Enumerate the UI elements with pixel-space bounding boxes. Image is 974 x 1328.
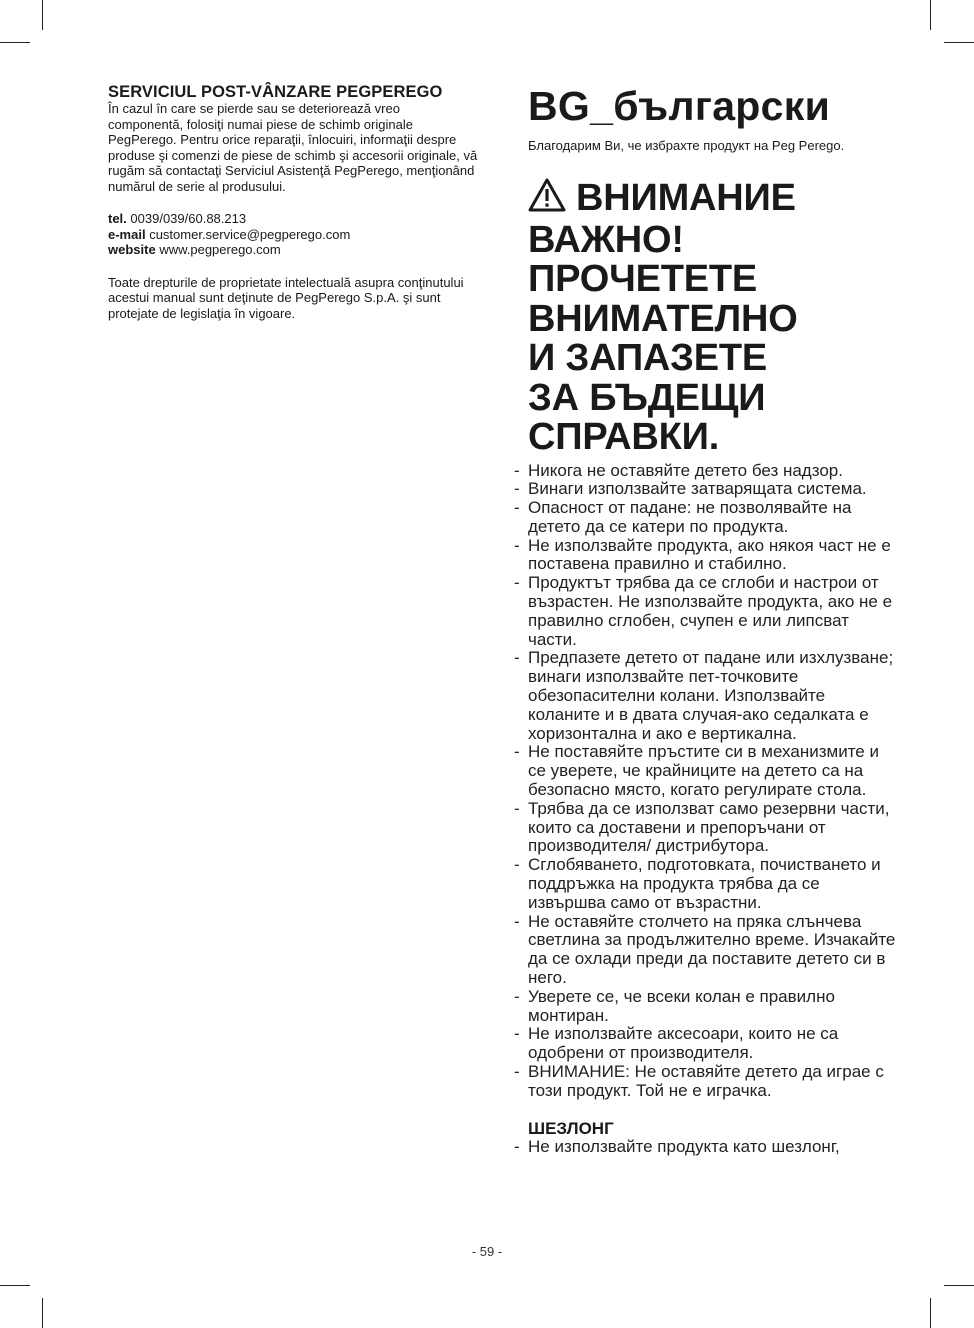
email-value: customer.service@pegperego.com [149, 226, 351, 242]
list-item: - Продуктът трябва да се сглоби и настрои от възрастен. Не използвайте продукта, ако не е правилно сглобен, счупен е или липсват части. [512, 574, 896, 649]
list-item: - Не използвайте продукта като шезлонг, [512, 1138, 896, 1157]
list-item: - Никога не оставяйте детето без надзор. [512, 462, 896, 481]
lounger-list [512, 1138, 896, 1157]
warning-line: ВНИМАТЕЛНО [528, 297, 798, 340]
list-item: - Предпазете детето от падане или изхлузване; винаги използвайте пет-точковите обезопасителни колани. Използвайте коланите и в двата случая-ако седалката е хоризонтална и ако е вертикална. [512, 649, 896, 743]
list-item: - Опасност от падане: не позволявайте на детето да се катери по продукта. [512, 499, 896, 537]
list-item: - Сглобяването, подготовката, почистването и поддръжка на продукта трябва да се извършва само от възрастни. [512, 856, 896, 912]
website-value: www.pegperego.com [159, 242, 281, 257]
list-item: - Уверете се, че всеки колан е правилно монтиран. [512, 988, 896, 1026]
list-item: - Не използвайте аксесоари, които не са одобрени от производителя. [512, 1025, 896, 1063]
warning-line: ВАЖНО! [528, 218, 684, 261]
lounger-heading: ШЕЗЛОНГ [528, 1118, 614, 1138]
tel-value: 0039/039/60.88.213 [130, 211, 247, 226]
website-label: website [108, 242, 156, 257]
warning-line: ВНИМАНИЕ [528, 178, 896, 221]
crop-mark [944, 42, 974, 43]
contact-website [108, 242, 478, 258]
contact-tel [108, 211, 478, 227]
tel-label: tel. [108, 211, 127, 226]
after-sales-heading: SERVICIUL POST-VÂNZARE PEGPEREGO [108, 83, 443, 101]
page-number: - 59 - [471, 1244, 503, 1259]
safety-list [512, 462, 896, 1101]
list-item: - Не оставяйте столчето на пряка слънчева светлина за продължително време. Изчакайте да се охлади преди да поставите детето си в него. [512, 913, 896, 988]
warning-line: И ЗАПАЗЕТЕ [528, 337, 768, 379]
crop-mark [0, 42, 30, 43]
warning-line: ЗА БЪДЕЩИ [528, 376, 766, 419]
left-column [108, 84, 478, 321]
list-item: - Трябва да се използват само резервни части, които са доставени и препоръчани от производителя/ дистрибутора. [512, 800, 896, 856]
crop-mark [42, 0, 43, 30]
list-item: - Не използвайте продукта, ако някоя част не е поставена правилно и стабилно. [512, 537, 896, 575]
right-column [512, 84, 896, 1156]
crop-mark [0, 1285, 30, 1286]
language-title: BG_български [528, 83, 831, 129]
thanks-line: Благодарим Ви, че избрахте продукт на Peg Perego. [528, 138, 845, 153]
crop-mark [42, 1298, 43, 1328]
crop-mark [930, 1298, 931, 1328]
list-item: - Не поставяйте пръстите си в механизмите и се уверете, че крайниците на детето са на безопасно място, когато регулирате стола. [512, 743, 896, 799]
list-item: - Винаги използвайте затварящата система. [512, 480, 896, 499]
warning-line: ПРОЧЕТЕТЕ [528, 258, 758, 300]
warning-block [528, 178, 896, 458]
contact-email [108, 227, 478, 243]
list-item: - ВНИМАНИЕ: Не оставяйте детето да играе с този продукт. Той не е играчка. [512, 1063, 896, 1101]
crop-mark [930, 0, 931, 30]
email-label: e-mail [108, 226, 146, 242]
warning-triangle-icon [528, 178, 566, 221]
copyright-note: Toate drepturile de proprietate intelectuală asupra conţinutului acestui manual sunt deţinute de PegPerego S.p.A. şi sunt protejate de legislaţia în vigoare. [108, 274, 464, 321]
crop-mark [944, 1285, 974, 1286]
warning-line: СПРАВКИ. [528, 416, 720, 458]
after-sales-body: În cazul în care se pierde sau se deteriorează vreo componentă, folosiţi numai piese de schimb originale PegPerego. Pentru orice reparaţii, înlocuiri, informaţii despre produse şi comenzi de piese de schimb şi accesorii originale, vă rugăm să contactaţi Serviciul Asistenţă PegPerego, menţionând numărul de serie al produsului. [108, 101, 478, 194]
